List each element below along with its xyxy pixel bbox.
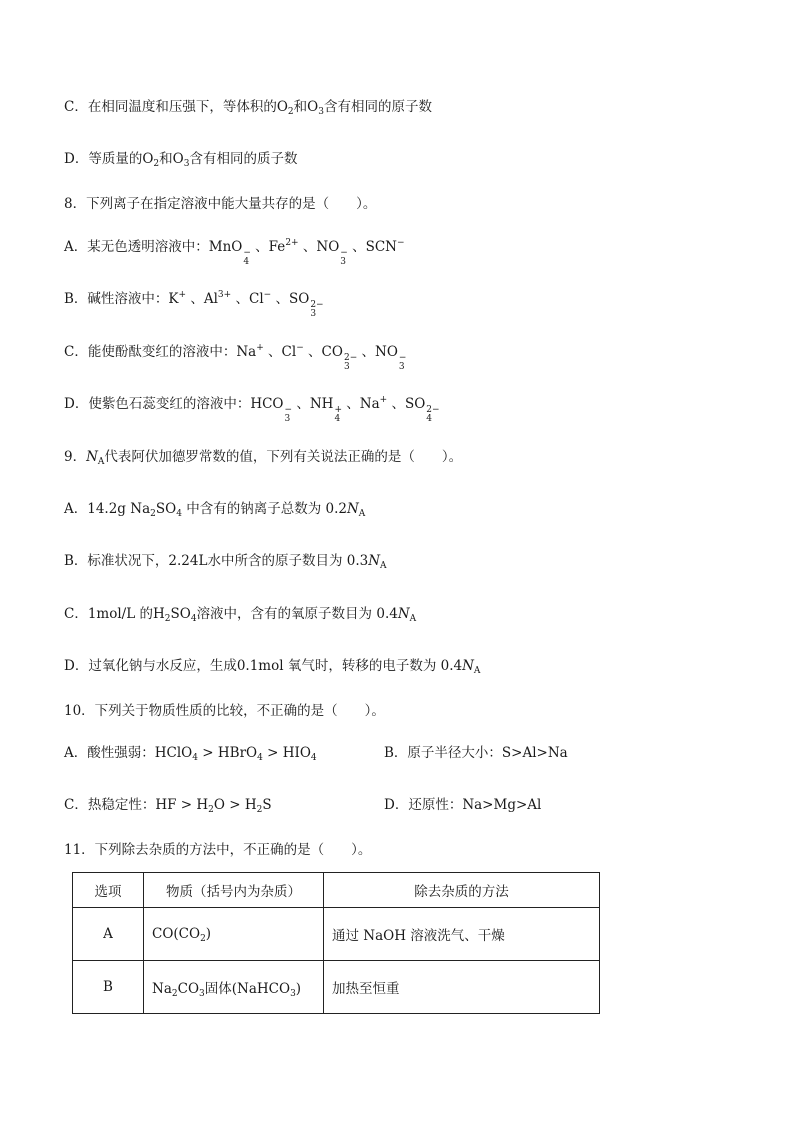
table-header-row	[73, 873, 600, 908]
q9-b-text: B．标准状况下，2.24L水中所含的原子数目为 0.3	[64, 553, 369, 569]
q8-b-label: B．碱性溶液中：	[64, 291, 169, 307]
q10-a-label: A．酸性强弱：	[64, 745, 155, 761]
q10-c-label: C．热稳定性：	[64, 797, 156, 813]
row-b-substance-suffix: 固体	[204, 981, 232, 997]
q8-option-c: C．能使酚酞变红的溶液中：Na+ 、Cl− 、CO 2− 3 、NO − 3	[64, 343, 407, 372]
q11-table	[72, 872, 600, 1014]
row-a-substance: $CO(CO_2)$	[144, 908, 324, 961]
q7-option-c: C．在相同温度和压强下，等体积的$O_2$和$O_3$含有相同的原子数	[64, 99, 432, 117]
q9-stem: 9．$N_A$代表阿伏加德罗常数的值，下列有关说法正确的是（ ）。	[64, 449, 463, 467]
q9-option-d: D．过氧化钠与水反应，生成0.1mol 氧气时，转移的电子数为 $0.4N_A$	[64, 658, 481, 676]
q7-d-text-1: D．等质量的	[64, 151, 143, 167]
row-b-option: B	[73, 961, 144, 1014]
q11-stem: 11．下列除去杂质的方法中，不正确的是（ ）。	[64, 842, 372, 858]
q8-d-label: D．使紫色石蕊变红的溶液中：	[64, 396, 251, 412]
q7-c-text-2: 含有相同的原子数	[323, 99, 432, 115]
q9-option-c: C．1mol/L 的$H_2SO_4$溶液中，含有的氧原子数目为 $0.4N_A$	[64, 606, 417, 624]
q7-c-text-1: C．在相同温度和压强下，等体积的	[64, 99, 277, 115]
q10-option-a: A．酸性强弱：HClO$_4$ > HBrO$_4$ > $HIO_4$	[64, 745, 317, 763]
q10-row-cd	[64, 795, 724, 815]
q9-stem-text: 代表阿伏加德罗常数的值，下列有关说法正确的是（ ）。	[104, 449, 463, 465]
q10-option-c: C．热稳定性：HF > $H_2O > H_2S$	[64, 797, 272, 815]
header-option: 选项	[73, 873, 144, 908]
q10-option-b: B．原子半径大小：S>Al>Na	[384, 745, 568, 761]
q9-c-text-2: 溶液中，含有的氧原子数目为 0.4	[196, 606, 398, 622]
q7-d-text-2: 含有相同的质子数	[189, 151, 298, 167]
q10-option-d: D．还原性：Na>Mg>Al	[384, 797, 542, 813]
header-substance: 物质（括号内为杂质）	[144, 873, 324, 908]
q9-d-text: D．过氧化钠与水反应，生成0.1mol 氧气时，转移的电子数为 0.4	[64, 658, 463, 674]
q9-a-text-1: A．14.2g	[64, 501, 131, 517]
q8-option-a: A．某无色透明溶液中：MnO − 4 、$Fe^{2+}$ 、NO − 3 、SCN−	[64, 238, 405, 267]
q9-option-b: B．标准状况下，2.24L水中所含的原子数目为 $0.3N_A$	[64, 553, 387, 571]
q8-stem: 8．下列离子在指定溶液中能大量共存的是（ ）。	[64, 196, 377, 212]
row-a-method: 通过 NaOH 溶液洗气、干燥	[324, 908, 600, 961]
q8-a-label: A．某无色透明溶液中：	[64, 239, 209, 255]
q8-option-b: B．碱性溶液中：K+ 、$Al^{3+}$ 、Cl− 、SO 2− 3	[64, 290, 324, 319]
q7-option-d: D．等质量的$O_2$和$O_3$含有相同的质子数	[64, 151, 298, 169]
row-b-substance: $Na_2CO_3$固体(NaHCO$_3$)	[144, 961, 324, 1014]
q9-option-a: A．14.2g $Na_2SO_4$ 中含有的钠离子总数为 $0.2N_A$	[64, 501, 366, 519]
header-method: 除去杂质的方法	[324, 873, 600, 908]
q10-stem: 10．下列关于物质性质的比较，不正确的是（ ）。	[64, 703, 385, 719]
table-row	[73, 908, 600, 961]
q7-d-and: 和	[159, 151, 173, 167]
q9-c-text-1: C．1mol/L 的	[64, 606, 153, 622]
q9-a-text-2: 中含有的钠离子总数为 0.2	[181, 501, 347, 517]
row-a-option: A	[73, 908, 144, 961]
q7-c-and: 和	[293, 99, 308, 115]
q8-option-d: D．使紫色石蕊变红的溶液中：HCO − 3 、NH + 4 、Na+ 、SO 2− 4	[64, 395, 440, 424]
row-b-method: 加热至恒重	[324, 961, 600, 1014]
q10-row-ab	[64, 743, 724, 763]
table-row	[73, 961, 600, 1014]
q8-c-label: C．能使酚酞变红的溶液中：	[64, 344, 237, 360]
